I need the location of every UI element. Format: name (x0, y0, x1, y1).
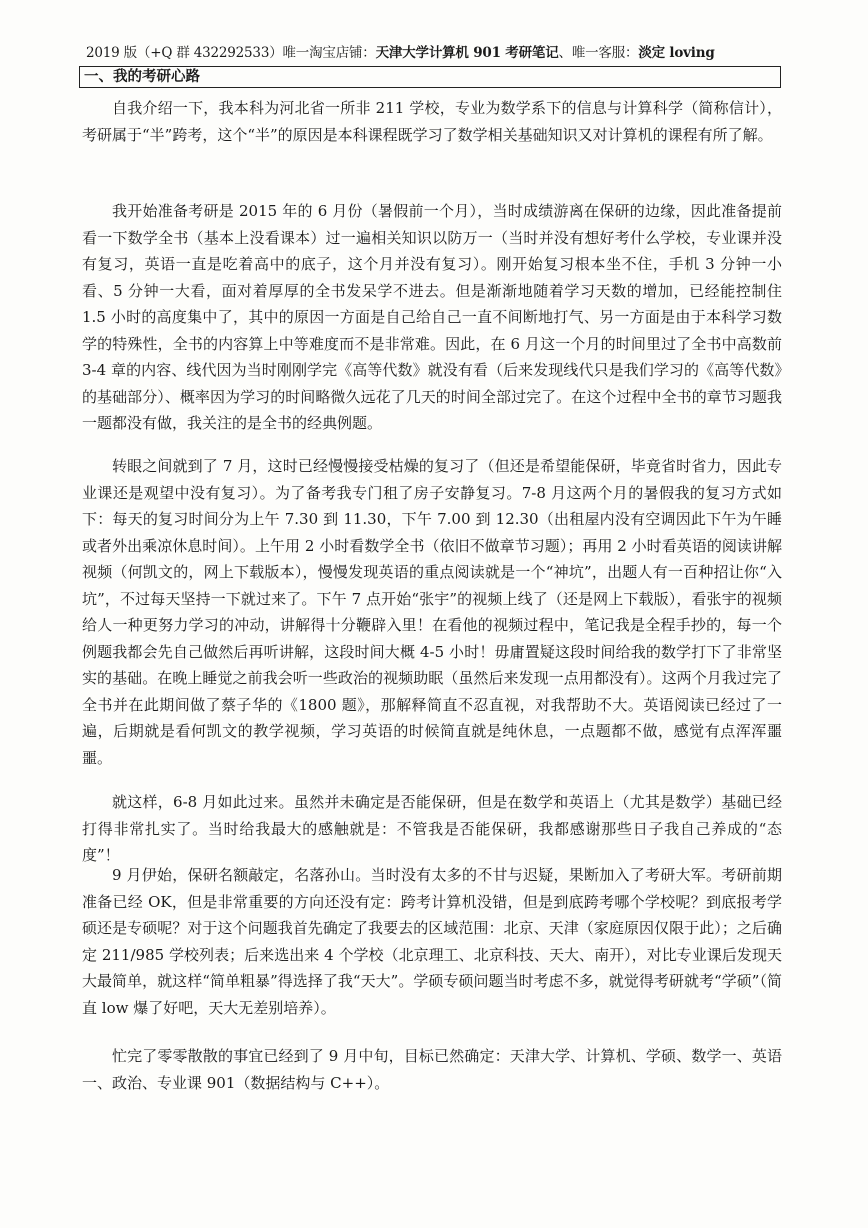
paragraph-september: 9 月伊始，保研名额敲定，名落孙山。当时没有太多的不甘与迟疑，果断加入了考研大军。考研前期准备已经 OK，但是非常重要的方向还没有定：跨考计算机没错，但是到底跨考哪个学校呢？到底报考学硕还是专硕呢？对于这个问题我首先确定了我要去的区域范围：北京、天津（家庭原因仅限于此）；之后确定 211/985 学校列表；后来选出来 4 个学校（北京理工、北京科技、天大、南开），对比专业课后发现天大最简单，就这样“简单粗暴”得选择了我“天大”。学硕专硕问题当时考虑不多，就觉得考研就考“学硕”（简直 low 爆了好吧，天大无差别培养）。 (82, 866, 782, 1017)
paragraph-summary: 就这样，6-8 月如此过来。虽然并未确定是否能保研，但是在数学和英语上（尤其是数学）基础已经打得非常扎实了。当时给我最大的感触就是：不管我是否能保研，我都感谢那些日子我自己养成的“态度”！ (82, 793, 782, 864)
header-prefix: 2019 版（+Q 群 432292533）唯一淘宝店铺： (86, 45, 376, 61)
section-title: 一、我的考研心路 (84, 69, 200, 85)
paragraph-june: 我开始准备考研是 2015 年的 6 月份（暑假前一个月），当时成绩游离在保研的边缘，因此准备提前看一下数学全书（基本上没看课本）过一遍相关知识以防万一（当时并没有想好考什么学校，专业课并没有复习，英语一直是吃着高中的底子，这个月并没有复习）。刚开始复习根本坐不住，手机 3 分钟一小看、5 分钟一大看，面对着厚厚的全书发呆学不进去。但是渐渐地随着学习天数的增加，已经能控制住 1.5 小时的高度集中了，其中的原因一方面是自己给自己一直不间断地打气、另一方面是由于本科学习数学的特殊性，全书的内容算上中等难度而不是非常难。因此，在 6 月这一个月的时间里过了全书中高数前 3-4 章的内容、线代因为当时刚刚学完《高等代数》就没有看（后来发现线代只是我们学习的《高等代数》的基础部分）、概率因为学习的时间略微久远花了几天的时间全部过完了。在这个过程中全书的章节习题我一题都没有做，我关注的是全书的经典例题。 (82, 202, 782, 432)
paragraph-intro: 自我介绍一下，我本科为河北省一所非 211 学校，专业为数学系下的信息与计算科学（简称信计），考研属于“半”跨考，这个“半”的原因是本科课程既学习了数学相关基础知识又对计算机的课程有所了解。 (82, 99, 782, 144)
paragraph-july-august: 转眼之间就到了 7 月，这时已经慢慢接受枯燥的复习了（但还是希望能保研，毕竟省时省力，因此专业课还是观望中没有复习）。为了备考我专门租了房子安静复习。7-8 月这两个月的暑假我的复习方式如下：每天的复习时间分为上午 7.30 到 11.30，下午 7.00 到 12.30（出租屋内没有空调因此下午为午睡或者外出乘凉休息时间）。上午用 2 小时看数学全书（依旧不做章节习题）；再用 2 小时看英语的阅读讲解视频（何凯文的，网上下载版本），慢慢发现英语的重点阅读就是一个“神坑”，出题人有一百种招让你“入坑”，不过每天坚持一下就过来了。下午 7 点开始“张宇”的视频上线了（还是网上下载版），看张宇的视频给人一种更努力学习的冲动，讲解得十分鞭辟入里！在看他的视频过程中，笔记我是全程手抄的，每一个例题我都会先自己做然后再听讲解，这段时间大概 4-5 小时！毋庸置疑这段时间给我的数学打下了非常坚实的基础。在晚上睡觉之前我会听一些政治的视频助眠（虽然后来发现一点用都没有）。这两个月我过完了全书并在此期间做了蔡子华的《1800 题》，那解释简直不忍直视，对我帮助不大。英语阅读已经过了一遍，后期就是看何凯文的教学视频，学习英语的时候简直就是纯休息，一点题都不做，感觉有点浑浑噩噩。 (82, 457, 782, 767)
header-shop-name: 天津大学计算机 901 考研笔记 (375, 45, 559, 61)
page-header (86, 44, 786, 62)
header-service-name: 淡定 loving (638, 45, 715, 61)
section-heading-box (79, 66, 781, 88)
header-suffix: 、唯一客服： (558, 45, 639, 61)
paragraph-goal: 忙完了零零散散的事宜已经到了 9 月中旬，目标已然确定：天津大学、计算机、学硕、数学一、英语一、政治、专业课 901（数据结构与 C++）。 (82, 1047, 782, 1092)
